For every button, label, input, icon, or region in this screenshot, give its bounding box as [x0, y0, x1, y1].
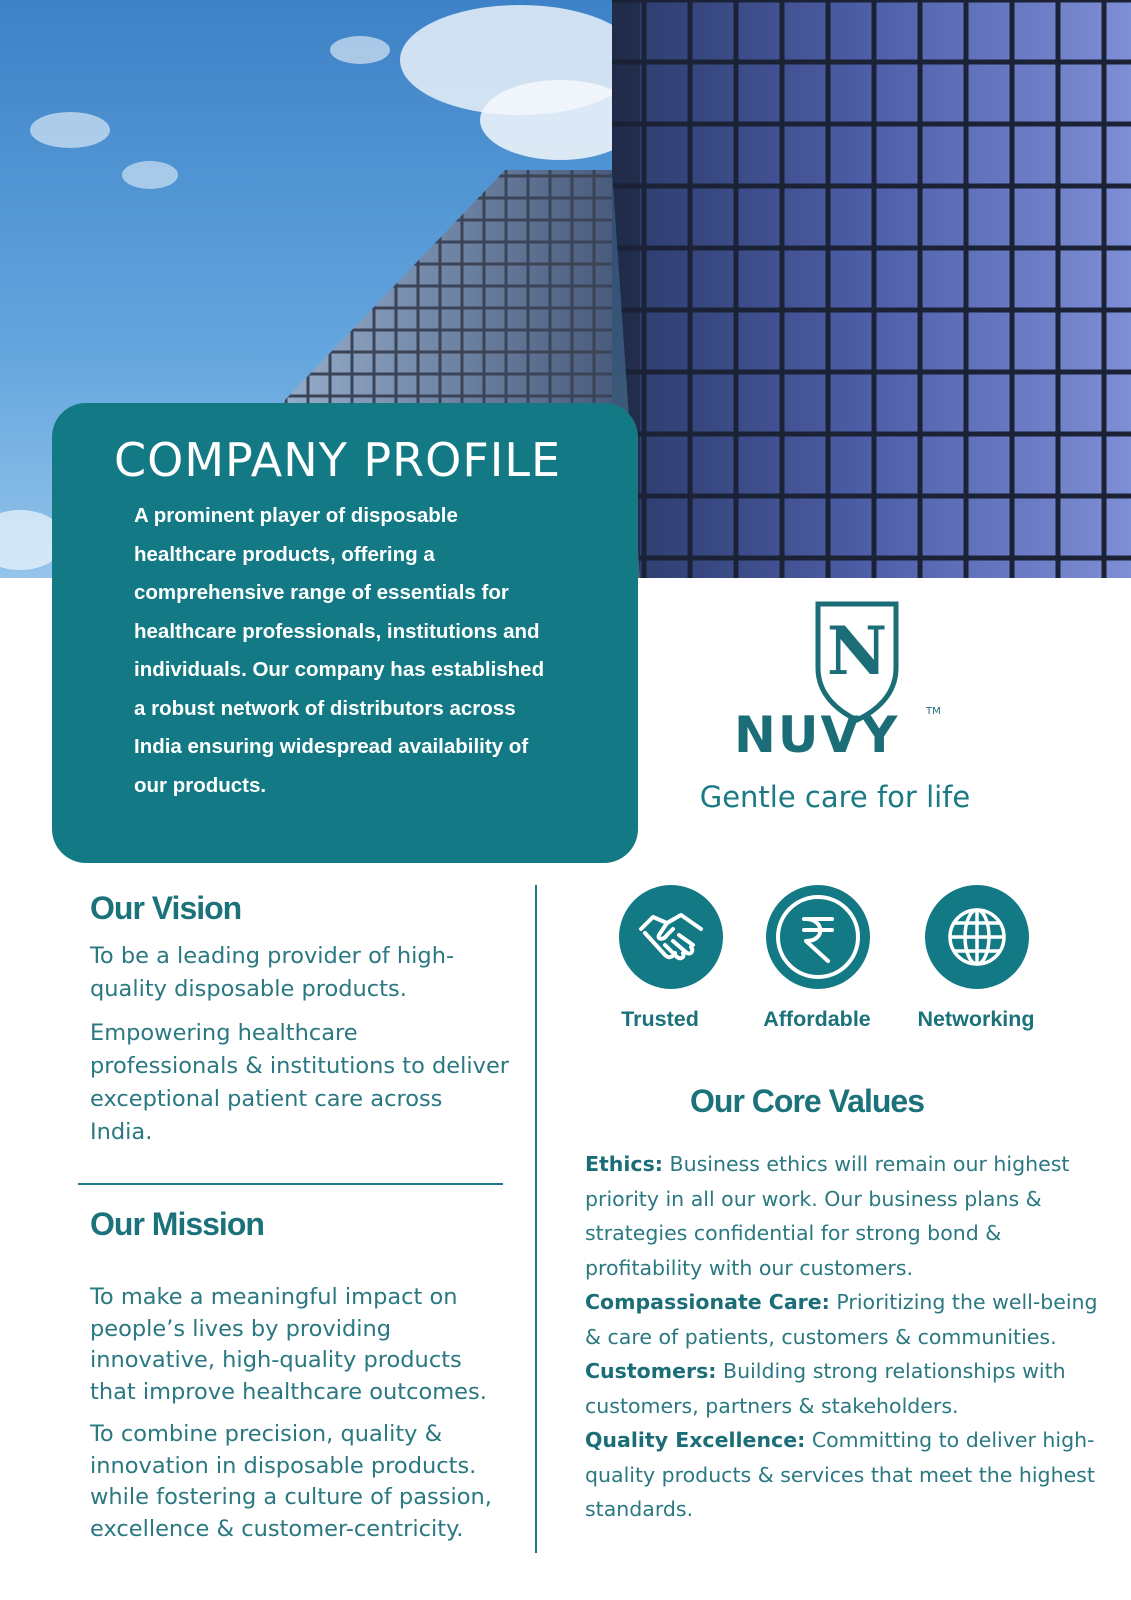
mission-paragraph-1: To make a meaningful impact on people’s lives by providing innovative, high-quality products that improve healthcare outcomes. — [90, 1284, 487, 1405]
vision-paragraph-2: Empowering healthcare professionals & institutions to deliver exceptional patient care across India. — [90, 1020, 510, 1145]
company-profile-card — [52, 403, 638, 863]
vision-title: Our Vision — [90, 890, 242, 926]
brand-block — [690, 600, 990, 820]
brand-tagline: Gentle care for life — [699, 780, 971, 814]
highlight-label-networking: Networking — [917, 1007, 1035, 1031]
core-value-text: Prioritizing the well-being & care of patients, customers & communities. — [585, 1290, 1098, 1349]
nuvy-logo — [734, 600, 964, 770]
core-value-term: Quality Excellence: — [585, 1428, 806, 1452]
trademark-mark: TM — [926, 706, 941, 717]
core-value-term: Ethics: — [585, 1152, 663, 1176]
highlight-label-trusted: Trusted — [621, 1007, 699, 1031]
globe-icon — [925, 885, 1029, 989]
core-value-text: Business ethics will remain our highest priority in all our work. Our business plans & strategies confidential for strong bond & profitability with our customers. — [585, 1152, 1070, 1280]
core-value-item — [585, 1423, 1105, 1527]
mission-paragraph-2: To combine precision, quality & innovation in disposable products. while fostering a culture of passion, excellence & customer-centricity. — [90, 1421, 492, 1542]
brand-name: NUVY — [734, 706, 900, 764]
core-value-text: Committing to deliver high-quality products & services that meet the highest standards. — [585, 1428, 1095, 1521]
section-divider — [78, 1183, 503, 1185]
core-value-item — [585, 1354, 1105, 1423]
core-values-list — [585, 1147, 1105, 1527]
column-divider — [535, 885, 537, 1553]
highlight-label-affordable: Affordable — [763, 1007, 871, 1031]
company-profile-text: A prominent player of disposable healthcare products, offering a comprehensive range of essentials for healthcare professionals, institutions and individuals. Our company has established a robust network of distributors across India ensuring widespread availability of our products. — [134, 504, 545, 797]
handshake-icon — [619, 885, 723, 989]
logo-letter: N — [826, 612, 888, 690]
core-value-item — [585, 1285, 1105, 1354]
vision-paragraph-1: To be a leading provider of high-quality disposable products. — [90, 943, 455, 1002]
mission-title: Our Mission — [90, 1206, 264, 1242]
core-value-term: Customers: — [585, 1359, 717, 1383]
rupee-icon — [766, 885, 870, 989]
core-values-title: Our Core Values — [690, 1083, 924, 1119]
core-value-text: Building strong relationships with customers, partners & stakeholders. — [585, 1359, 1066, 1418]
core-value-term: Compassionate Care: — [585, 1290, 830, 1314]
company-profile-title: COMPANY PROFILE — [114, 433, 562, 487]
core-value-item — [585, 1147, 1105, 1285]
